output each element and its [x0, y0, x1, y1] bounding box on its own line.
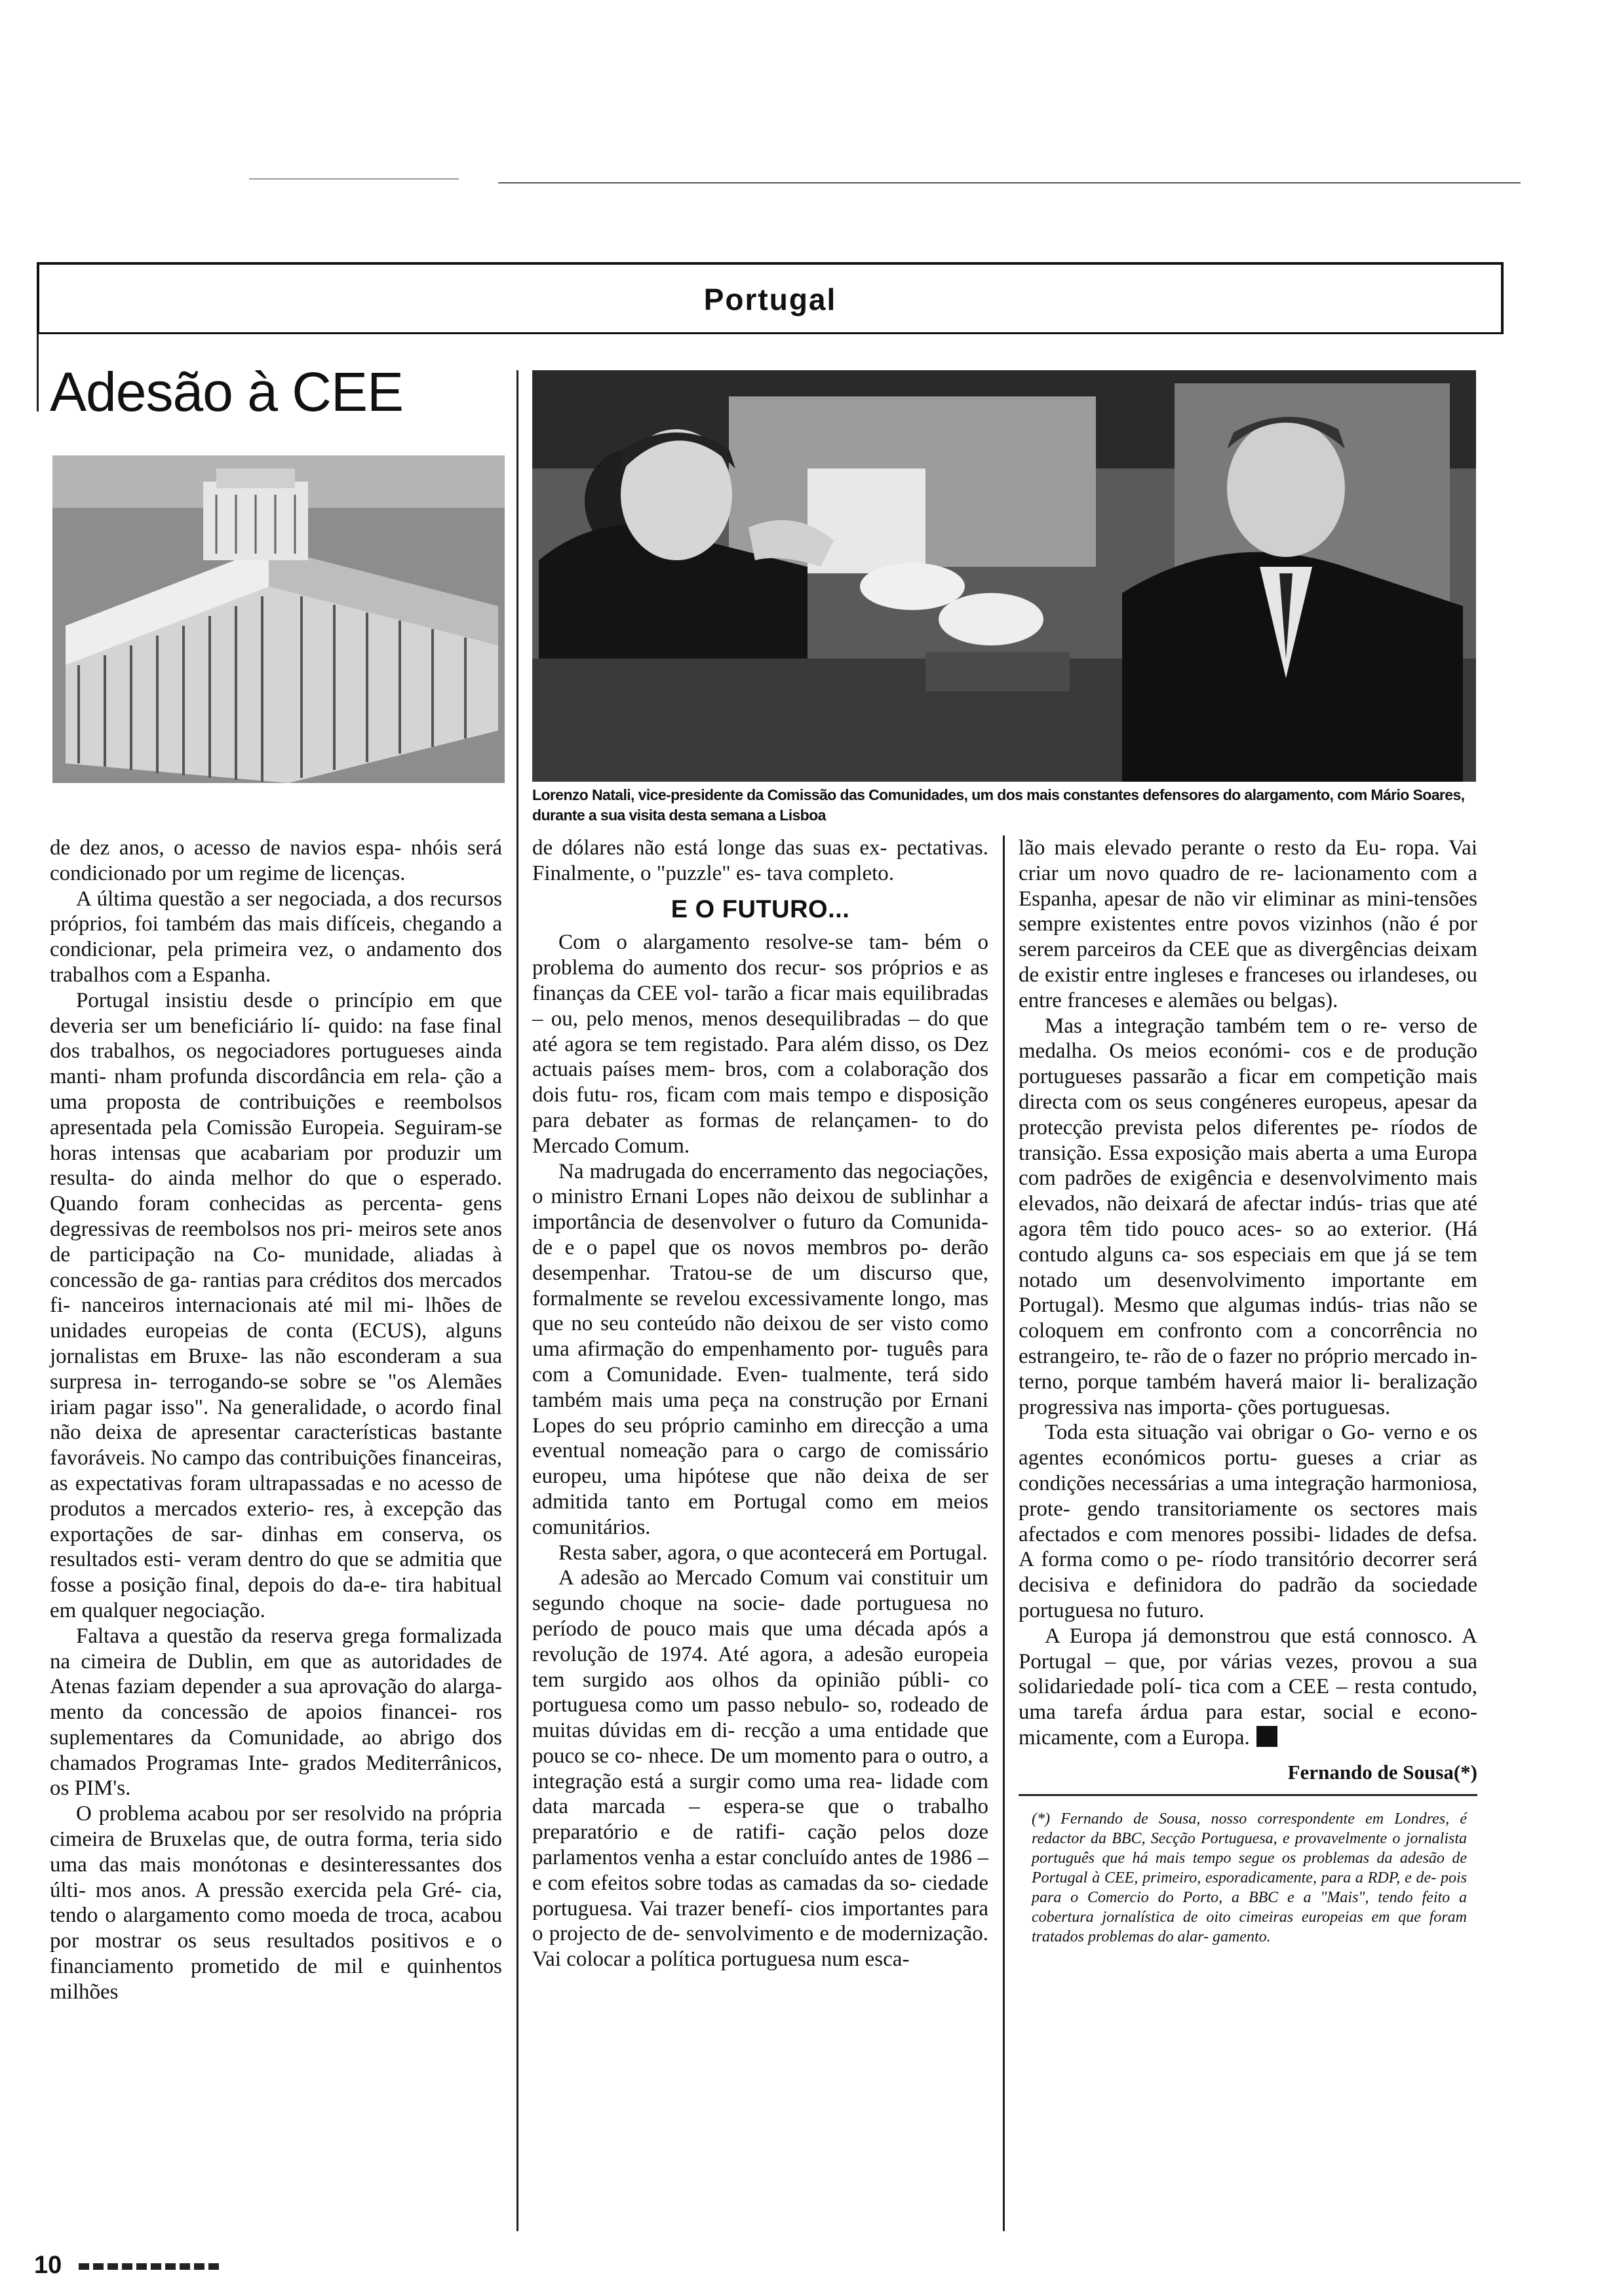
meeting-illustration: [532, 370, 1476, 782]
paragraph: Portugal insistiu desde o princípio em que deveria ser um beneficiário lí- quido: na fase final dos trabalhos, os negociadores portugueses ainda manti- nham profunda discordância em rela- ção a uma proposta de contribuições e reembolsos apresentada pela Comissão Europeia. Seguiram-se horas intensas que acabariam por produzir um resulta- do ainda melhor do que o esperado. Quando foram conhecidas as percenta- gens degressivas de reembolsos nos pri- meiros sete anos de participação na Co- munidade, aliadas à concessão de ga- rantias para créditos dos mercados fi- nanceiros internacionais até mil mi- lhões de unidades europeias de conta (ECUS), alguns jornalistas em Bruxe- las não esconderam a sua surpresa in- terrogando-se sobre se "os Alemães iriam pagar isso". Na generalidade, o acordo final não deixa de apresentar características bastante favoráveis. No campo das contribuições financeiras, as expectativas foram ultrapassadas e no acesso de produtos a mercados exterio- res, à excepção das exportações de sar- dinhas em conserva, os resultados esti- veram dentro do que se admitia que fosse a posição final, depois do da-e- tira habitual em qualquer negociação.: [50, 988, 502, 1622]
paragraph: Resta saber, agora, o que acontecerá em Portugal.: [558, 1540, 988, 1565]
scan-artifact-line: [249, 178, 459, 180]
left-rule: [37, 333, 39, 411]
subheading: E O FUTURO...: [671, 895, 850, 923]
paragraph: lão mais elevado perante o resto da Eu- ropa. Vai criar um novo quadro de re- lacionamento com a Espanha, apesar de não vir eliminar as mini-tensões sempre existentes entre povos vizinhos (não é por serem parceiros da CEE que as divergências deixam de existir entre ingleses e franceses ou irlandeses, ou entre franceses e alemães ou belgas).: [1019, 836, 1477, 1012]
paragraph: Toda esta situação vai obrigar o Go- verno e os agentes económicos portu- gueses a criar as condições necessárias a uma integração harmoniosa, prote- gendo transitoriamente os sectores mais afectados e com menores possibi- lidades de defsa. A forma como o pe- ríodo transitório decorrer será decisiva e definidora do padrão da sociedade portuguesa no futuro.: [1019, 1421, 1477, 1622]
paragraph: de dez anos, o acesso de navios espa- nhóis será condicionado por um regime de licenças.: [50, 836, 502, 885]
paragraph: A adesão ao Mercado Comum vai constituir um segundo choque na socie- dade portuguesa no período de pouco mais que uma década após a revolução de 1974. Até agora, a adesão europeia tem surgido aos olhos da opinião públi- co portuguesa como um passo nebulo- so, rodeado de muitas dúvidas em di- recção a uma entidade que pouco se co- nhece. De um momento para o outro, a integração está a surgir como uma rea- lidade com data marcada – espera-se que o trabalho preparatório e de ratifi- cação pelos doze parlamentos venha a estar concluído antes de 1986 – e com efeitos sobre todas as camadas da so- ciedade portuguesa. Vai trazer benefí- cios importantes para o projecto de de- senvolvimento e de modernização. Vai colocar a política portuguesa num esca-: [532, 1566, 988, 1972]
masthead-mark: [79, 2263, 223, 2270]
article-column-3: [1019, 835, 1477, 1947]
photo-natali-soares: [532, 370, 1476, 782]
photo-building: [52, 455, 505, 783]
paragraph: Faltava a questão da reserva grega formalizada na cimeira de Dublin, em que as autoridades de Atenas faziam depender a sua aprovação do alarga- mento da concessão de apoios financei- ros suplementares da Comunidade, ao abrigo dos chamados Programas Inte- grados Mediterrânicos, os PIM's.: [50, 1624, 502, 1801]
headline: Adesão à CEE: [50, 361, 404, 423]
paragraph: Com o alargamento resolve-se tam- bém o problema do aumento dos recur- sos próprios e as finanças da CEE vol- tarão a ficar mais equilibradas – ou, pelo menos, menos desequilibradas – do que até agora se tem registado. Para além disso, os Dez actuais países mem- bros, com a colaboração dos dois futu- ros, ficam com mais tempo e disposição para debater as formas de relançamen- to do Mercado Comum.: [532, 930, 988, 1158]
end-mark-icon: [1256, 1726, 1277, 1747]
author-bio: (*) Fernando de Sousa, nosso correspondente em Londres, é redactor da BBC, Secção Portuguesa, e provavelmente o jornalista português que há mais tempo segue os problemas da adesão de Portugal à CEE, primeiro, esporadicamente, para a RDP, e de- pois para o Comercio do Porto, a BBC e a "Mais", tendo feito a cobertura jornalística de oito cimeiras europeias em que foram tratados problemas do alar- gamento.: [1032, 1810, 1467, 1946]
paragraph: O problema acabou por ser resolvido na própria cimeira de Bruxelas que, de outra forma, teria sido uma das mais monótonas e desinteressantes dos últi- mos anos. A pressão exercida pela Gré- cia, tendo o alargamento como moeda de troca, acabou por mostrar os seus resultados positivos e o financiamento prometido de mil e quinhentos milhões: [50, 1802, 502, 2004]
article-column-2: [532, 835, 988, 1972]
column-rule-left: [516, 370, 518, 2231]
paragraph: Mas a integração também tem o re- verso de medalha. Os meios económi- cos e de produção portugueses passarão a ficar em competição mais directa com os seus congéneres europeus, apesar da protecção prevista pelos diferentes pe- ríodos de transição. Essa exposição mais aberta a uma Europa com padrões de exigência e desenvolvimento mais elevados, não deixará de afectar indús- trias que até agora têm tido pouco aces- so ao exterior. (Há contudo alguns ca- sos especiais em que já se tem notado um desenvolvimento importante em Portugal). Mesmo que algumas indús- trias não se coloquem em confronto com a concorrência no estrangeiro, te- rão de o fazer no próprio mercado in- terno, porque também haverá maior li- beralização progressiva nas importa- ções portuguesas.: [1019, 1014, 1478, 1419]
bio-divider: [1019, 1794, 1477, 1796]
scan-artifact-line: [498, 182, 1521, 183]
column-rule-right: [1003, 835, 1005, 2231]
article-column-1: [50, 835, 502, 2005]
paragraph-text: A Europa já demonstrou que está connosco. A Portugal – que, por várias vezes, provou a sua solidariedade polí- tica com a CEE – resta contudo, uma tarefa árdua para estar, social e econo- micamente, com a Europa.: [1019, 1624, 1477, 1750]
author-signature: Fernando de Sousa(*): [1287, 1760, 1477, 1784]
building-illustration: [52, 455, 505, 783]
paragraph: Na madrugada do encerramento das negociações, o ministro Ernani Lopes não deixou de sublinhar a importância de desenvolver o futuro da Comunida- de e o papel que os novos membros po- derão desempenhar. Tratou-se de um discurso que, formalmente se revelou excessivamente longo, mas que no seu conteúdo não deixou de ser visto como uma afirmação do empenhamento por- tuguês para com a Comunidade. Even- tualmente, terá sido também mais uma peça na construção por Ernani Lopes do seu próprio caminho em direcção a uma eventual nomeação para o cargo de comissário europeu, uma hipótese que não deixa de ser admitida tanto em Portugal como em meios comunitários.: [532, 1159, 988, 1539]
section-label: Portugal: [703, 282, 837, 316]
section-banner: [37, 262, 1504, 334]
paragraph: [1019, 1624, 1477, 1751]
paragraph: A última questão a ser negociada, a dos recursos próprios, foi também das mais difíceis, chegando a condicionar, pela primeira vez, o andamento dos trabalhos com a Espanha.: [50, 887, 502, 987]
page-number: 10: [34, 2251, 62, 2279]
paragraph: de dólares não está longe das suas ex- pectativas. Finalmente, o "puzzle" es- tava completo.: [532, 836, 988, 885]
photo-caption: Lorenzo Natali, vice-presidente da Comissão das Comunidades, um dos mais constantes defensores do alargamento, com Mário Soares, durante a sua visita desta semana a Lisboa: [532, 786, 1465, 824]
